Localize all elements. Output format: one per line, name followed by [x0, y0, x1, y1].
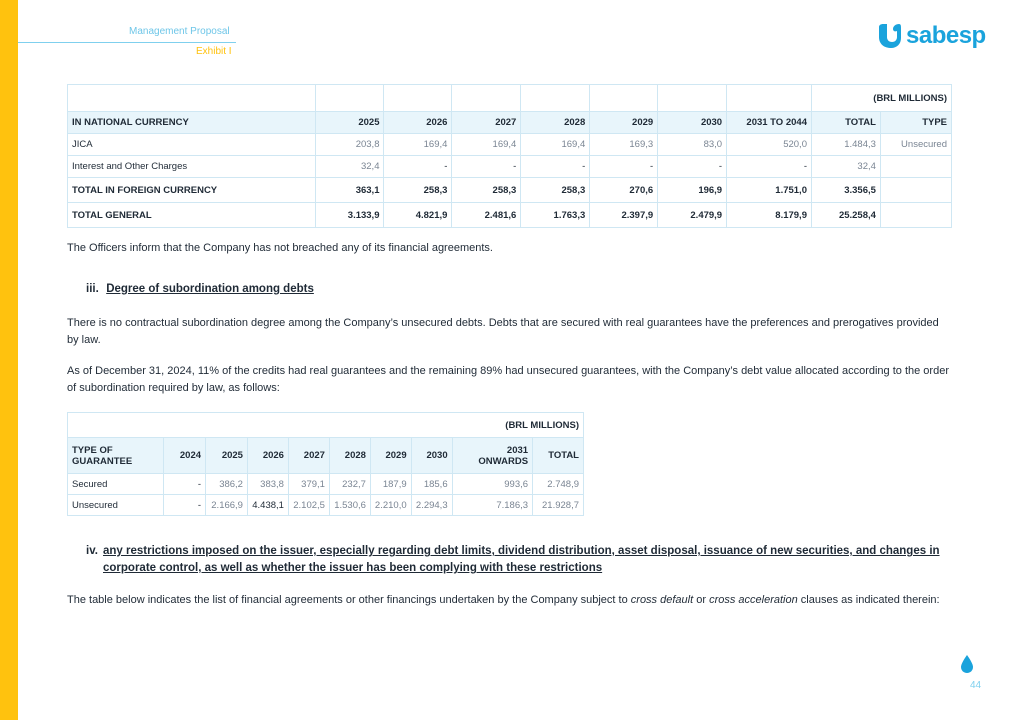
- table-cell: 2.397,9: [590, 203, 658, 228]
- table-cell: TOTAL GENERAL: [68, 203, 316, 228]
- table-cell: 1.530,6: [329, 495, 370, 516]
- table-cell: 2.479,9: [658, 203, 727, 228]
- table-cell: 3.356,5: [811, 178, 880, 203]
- table-row: [68, 474, 584, 495]
- table-cell: [880, 178, 951, 203]
- column-header: TYPE OF GUARANTEE: [68, 438, 164, 474]
- table-cell: 383,8: [247, 474, 288, 495]
- column-header: 2027: [452, 112, 521, 134]
- sabesp-logo-text: sabesp: [906, 22, 986, 49]
- section-iii-heading: [86, 283, 314, 295]
- table-cell: 25.258,4: [811, 203, 880, 228]
- column-header: 2031 TO 2044: [727, 112, 812, 134]
- subordination-paragraph: There is no contractual subordination degree among the Company’s unsecured debts. Debts that are secured with real guarantees have the preferences and prerogatives provided by law.: [67, 317, 939, 346]
- table-cell: 4.821,9: [384, 203, 452, 228]
- table-cell: 993,6: [452, 474, 532, 495]
- table-cell: Interest and Other Charges: [68, 156, 316, 178]
- paragraph-text: clauses as indicated therein:: [797, 594, 940, 606]
- table-cell: 21.928,7: [533, 495, 584, 516]
- paragraph-emphasis: cross acceleration: [709, 594, 798, 606]
- table-header-row: [68, 438, 584, 474]
- column-header: 2028: [521, 112, 590, 134]
- table-cell: -: [521, 156, 590, 178]
- section-iv-heading: [86, 543, 954, 577]
- section-number: iv.: [86, 545, 98, 557]
- paragraph-emphasis: cross default: [630, 594, 694, 606]
- table-cell: 4.438,1: [247, 495, 288, 516]
- table-cell: 386,2: [206, 474, 248, 495]
- column-header: 2030: [658, 112, 727, 134]
- table-cell: [880, 156, 951, 178]
- officers-statement: The Officers inform that the Company has not breached any of its financial agreements.: [67, 242, 493, 254]
- table-cell: TOTAL IN FOREIGN CURRENCY: [68, 178, 316, 203]
- water-drop-icon: [961, 655, 973, 673]
- table-unit-label: (BRL MILLIONS): [68, 413, 584, 438]
- column-header: 2024: [164, 438, 206, 474]
- column-header: IN NATIONAL CURRENCY: [68, 112, 316, 134]
- table-row: [68, 134, 952, 156]
- table-cell: [880, 203, 951, 228]
- table-cell: 2.166,9: [206, 495, 248, 516]
- table-unit-row: [68, 413, 584, 438]
- credits-paragraph: As of December 31, 2024, 11% of the credits had real guarantees and the remaining 89% had unsecured guarantees, with the Company’s debt value allocated according to the order of subordination required by law, as follows:: [67, 365, 949, 394]
- table-cell: 258,3: [384, 178, 452, 203]
- paragraph-text: The table below indicates the list of financial agreements or other financings undertaken by the Company subject to: [67, 594, 631, 606]
- table-cell: Unsecured: [68, 495, 164, 516]
- table-cell: 3.133,9: [315, 203, 384, 228]
- table-cell: 169,4: [384, 134, 452, 156]
- table-cell: 379,1: [288, 474, 329, 495]
- table-cell: 2.102,5: [288, 495, 329, 516]
- column-header: TOTAL: [533, 438, 584, 474]
- table-cell: 2.210,0: [370, 495, 411, 516]
- cross-default-paragraph: [67, 592, 951, 609]
- table-cell: Unsecured: [880, 134, 951, 156]
- column-header: 2029: [370, 438, 411, 474]
- table-cell: 8.179,9: [727, 203, 812, 228]
- table-cell: 270,6: [590, 178, 658, 203]
- column-header: 2025: [315, 112, 384, 134]
- table-header-row: [68, 112, 952, 134]
- table-cell: -: [164, 474, 206, 495]
- paragraph-text: or: [693, 594, 710, 606]
- column-header: 2028: [329, 438, 370, 474]
- column-header: 2025: [206, 438, 248, 474]
- section-title: any restrictions imposed on the issuer, especially regarding debt limits, dividend distribution, asset disposal, issuance of new securities, and changes in corporate control, as well as whether the issuer has been complying with these restrictions: [103, 545, 940, 574]
- column-header: 2027: [288, 438, 329, 474]
- table-unit-row: [68, 85, 952, 112]
- header-divider: [18, 42, 236, 43]
- table-cell: -: [384, 156, 452, 178]
- table-cell: 2.748,9: [533, 474, 584, 495]
- table-cell: JICA: [68, 134, 316, 156]
- sabesp-logo: [876, 22, 986, 50]
- table-cell: 363,1: [315, 178, 384, 203]
- table-cell: 169,4: [452, 134, 521, 156]
- table-cell: 196,9: [658, 178, 727, 203]
- table-unit-label: (BRL MILLIONS): [811, 85, 951, 112]
- table-cell: 185,6: [411, 474, 452, 495]
- table-cell: 520,0: [727, 134, 812, 156]
- table-cell: 32,4: [315, 156, 384, 178]
- foreign-currency-debt-table: [67, 84, 952, 228]
- table-row: [68, 495, 584, 516]
- table-cell: 2.294,3: [411, 495, 452, 516]
- table-cell: Secured: [68, 474, 164, 495]
- table-cell: -: [590, 156, 658, 178]
- table-cell: 7.186,3: [452, 495, 532, 516]
- table-cell: 169,4: [521, 134, 590, 156]
- table-cell: 2.481,6: [452, 203, 521, 228]
- header-subtitle: Exhibit I: [196, 46, 232, 57]
- table-cell: 203,8: [315, 134, 384, 156]
- section-title: Degree of subordination among debts: [106, 283, 314, 295]
- table-row: [68, 203, 952, 228]
- table-cell: 187,9: [370, 474, 411, 495]
- table-cell: 32,4: [811, 156, 880, 178]
- table-cell: -: [164, 495, 206, 516]
- column-header: 2031 ONWARDS: [452, 438, 532, 474]
- table-cell: 1.484,3: [811, 134, 880, 156]
- sabesp-logo-icon: [876, 23, 902, 49]
- left-accent-bar: [0, 0, 18, 720]
- table-cell: 1.763,3: [521, 203, 590, 228]
- table-cell: 1.751,0: [727, 178, 812, 203]
- header-title: Management Proposal: [129, 26, 230, 37]
- table-cell: 258,3: [452, 178, 521, 203]
- column-header: 2029: [590, 112, 658, 134]
- page-number: 44: [970, 680, 982, 691]
- table-cell: 169,3: [590, 134, 658, 156]
- column-header: 2026: [247, 438, 288, 474]
- guarantee-type-table: [67, 412, 584, 516]
- table-cell: 258,3: [521, 178, 590, 203]
- table-row: [68, 156, 952, 178]
- table-row: [68, 178, 952, 203]
- table-cell: -: [658, 156, 727, 178]
- column-header: 2030: [411, 438, 452, 474]
- table-cell: -: [727, 156, 812, 178]
- column-header: TOTAL: [811, 112, 880, 134]
- table-cell: -: [452, 156, 521, 178]
- table-cell: 83,0: [658, 134, 727, 156]
- column-header: 2026: [384, 112, 452, 134]
- column-header: TYPE: [880, 112, 951, 134]
- table-cell: 232,7: [329, 474, 370, 495]
- section-number: iii.: [86, 283, 99, 295]
